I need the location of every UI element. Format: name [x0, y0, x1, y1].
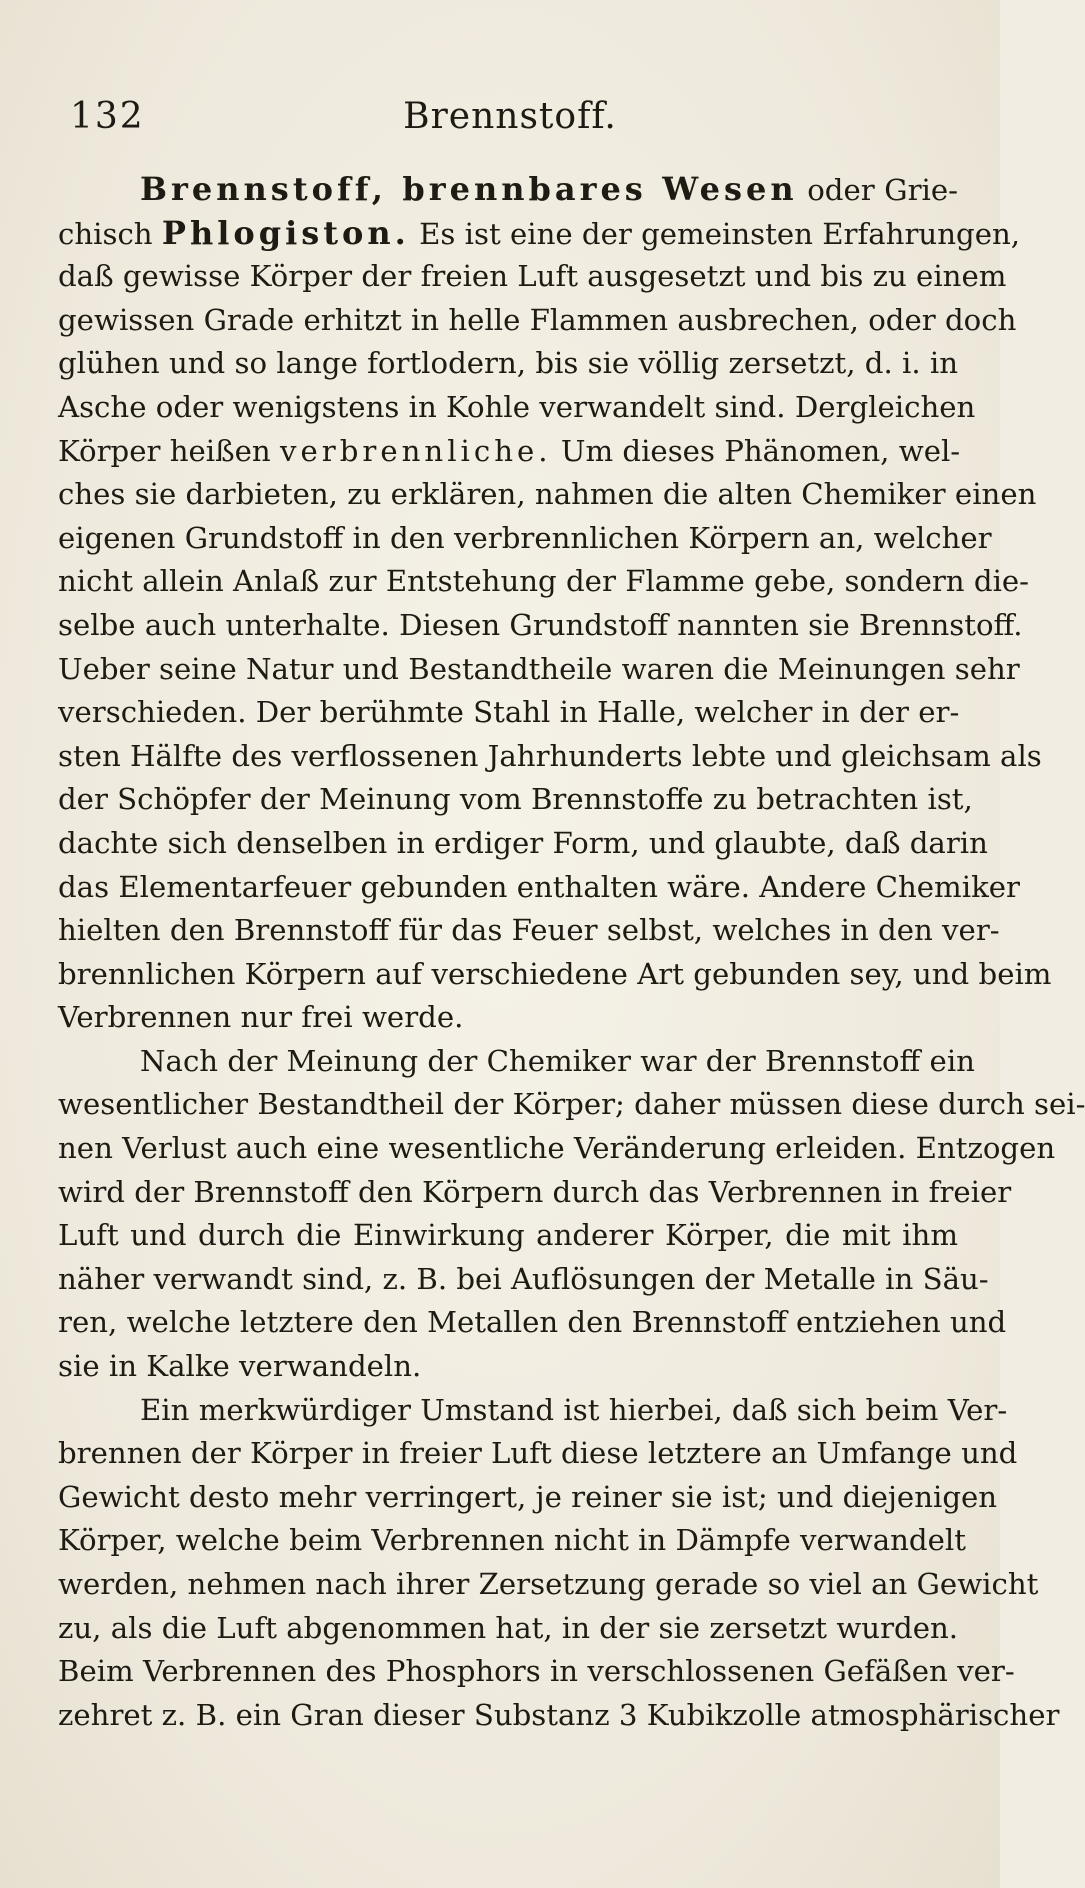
text-line: [58, 691, 958, 735]
text-line: [58, 735, 1042, 779]
text-line: [58, 909, 1000, 953]
text-run: Nach der Meinung der Chemiker war der Brennstoff ein: [140, 1043, 975, 1078]
text-line: [58, 1083, 1085, 1127]
term-heading: Phlogiston.: [161, 213, 410, 252]
text-run: Verbrennen nur frei werde.: [58, 1000, 464, 1035]
text-line: [58, 1432, 1018, 1476]
text-line: [58, 1214, 958, 1258]
text-line: [58, 1563, 1039, 1607]
running-title: Brennstoff.: [403, 96, 617, 137]
text-run: Es ist eine der gemeinsten Erfahrungen,: [409, 216, 1021, 251]
text-line: [58, 1171, 1012, 1215]
text-run: brennlichen Körpern auf verschiedene Art gebunden sey, und beim: [58, 956, 1052, 991]
text-line: [58, 1694, 1060, 1738]
text-run: glühen und so lange fortlodern, bis sie völlig zersetzt, d. i. in: [58, 346, 959, 381]
text-run: nicht allein Anlaß zur Entstehung der Flamme gebe, sondern die-: [58, 564, 1030, 599]
text-line: [58, 648, 1020, 692]
text-line: [58, 604, 1023, 648]
term-heading: Brennstoff, brennbares Wesen: [140, 170, 798, 208]
text-line: [58, 1519, 966, 1563]
text-line: [58, 386, 976, 430]
text-run: wesentlicher Bestandtheil der Körper; daher müssen diese durch sei-: [58, 1087, 1085, 1122]
text-run: ches sie darbieten, zu erklären, nahmen die alten Chemiker einen: [58, 477, 1037, 512]
text-line: [58, 168, 958, 212]
text-run: chisch: [58, 216, 162, 251]
text-line: [58, 1650, 1015, 1694]
text-run: sie in Kalke verwandeln.: [58, 1349, 422, 1384]
text-line: [58, 560, 1030, 604]
text-line: [58, 1345, 958, 1389]
page-number: 132: [70, 96, 145, 137]
text-run: sten Hälfte des verflossenen Jahrhunderts lebte und gleichsam als: [58, 738, 1042, 773]
text-run: wird der Brennstoff den Körpern durch das Verbrennen in freier: [58, 1174, 1012, 1209]
text-run: Körper heißen: [58, 433, 280, 468]
text-line: [58, 953, 1052, 997]
text-line: [58, 255, 1007, 299]
text-run: zu, als die Luft abgenommen hat, in der sie zersetzt wurden.: [58, 1610, 959, 1645]
text-line: [58, 299, 1017, 343]
text-line: [58, 1258, 989, 1302]
text-line: [58, 1607, 958, 1651]
text-run: der Schöpfer der Meinung vom Brennstoffe zu betrachten ist,: [58, 782, 973, 817]
text-line: [58, 1127, 1056, 1171]
text-run: werden, nehmen nach ihrer Zersetzung gerade so viel an Gewicht: [58, 1567, 1039, 1601]
text-run: Ueber seine Natur und Bestandtheile waren die Meinungen sehr: [58, 651, 1020, 686]
text-line: [58, 1476, 998, 1520]
body-text: [58, 168, 1085, 1737]
text-run: zehret z. B. ein Gran dieser Substanz 3 Kubikzolle atmosphärischer: [58, 1697, 1060, 1732]
text-line: [58, 778, 973, 822]
text-run: gewissen Grade erhitzt in helle Flammen ausbrechen, oder doch: [58, 302, 1017, 337]
text-run: das Elementarfeuer gebunden enthalten wäre. Andere Chemiker: [58, 869, 1020, 904]
text-run: Asche oder wenigstens in Kohle verwandelt sind. Dergleichen: [58, 389, 976, 424]
text-run: Körper, welche beim Verbrennen nicht in Dämpfe verwandelt: [58, 1523, 966, 1558]
text-line: [58, 212, 1021, 256]
text-run: eigenen Grundstoff in den verbrennlichen Körpern an, welcher: [58, 520, 992, 555]
text-line: [58, 430, 961, 474]
emphasis-text: verbrennliche.: [279, 433, 552, 468]
text-run: selbe auch unterhalte. Diesen Grundstoff nannten sie Brennstoff.: [58, 607, 1023, 642]
text-line: [58, 473, 1037, 517]
page-header: [70, 96, 950, 146]
text-line: [58, 1301, 1007, 1345]
text-run: oder Grie-: [797, 173, 959, 207]
text-line: [58, 866, 1020, 910]
text-run: Beim Verbrennen des Phosphors in verschlossenen Gefäßen ver-: [58, 1654, 1015, 1689]
text-run: Luft und durch die Einwirkung anderer Körper, die mit ihm: [58, 1218, 958, 1253]
text-line: [58, 1040, 975, 1084]
text-run: Ein merkwürdiger Umstand ist hierbei, daß sich beim Ver-: [140, 1392, 1008, 1427]
text-run: Gewicht desto mehr verringert, je reiner sie ist; und diejenigen: [58, 1479, 998, 1514]
text-line: [58, 1389, 1008, 1433]
text-run: daß gewisse Körper der freien Luft ausgesetzt und bis zu einem: [58, 259, 1007, 294]
text-line: [58, 342, 958, 386]
text-run: dachte sich denselben in erdiger Form, und glaubte, daß darin: [58, 825, 988, 860]
text-run: verschieden. Der berühmte Stahl in Halle, welcher in der er-: [58, 695, 960, 730]
text-line: [58, 822, 988, 866]
text-line: [58, 996, 958, 1040]
text-run: nen Verlust auch eine wesentliche Veränderung erleiden. Entzogen: [58, 1131, 1056, 1166]
text-run: brennen der Körper in freier Luft diese letztere an Umfange und: [58, 1436, 1018, 1471]
text-run: hielten den Brennstoff für das Feuer selbst, welches in den ver-: [58, 913, 1000, 948]
text-run: Um dieses Phänomen, wel-: [551, 433, 961, 468]
text-run: näher verwandt sind, z. B. bei Auflösungen der Metalle in Säu-: [58, 1261, 989, 1296]
text-line: [58, 517, 992, 561]
text-run: ren, welche letztere den Metallen den Brennstoff entziehen und: [58, 1305, 1007, 1340]
